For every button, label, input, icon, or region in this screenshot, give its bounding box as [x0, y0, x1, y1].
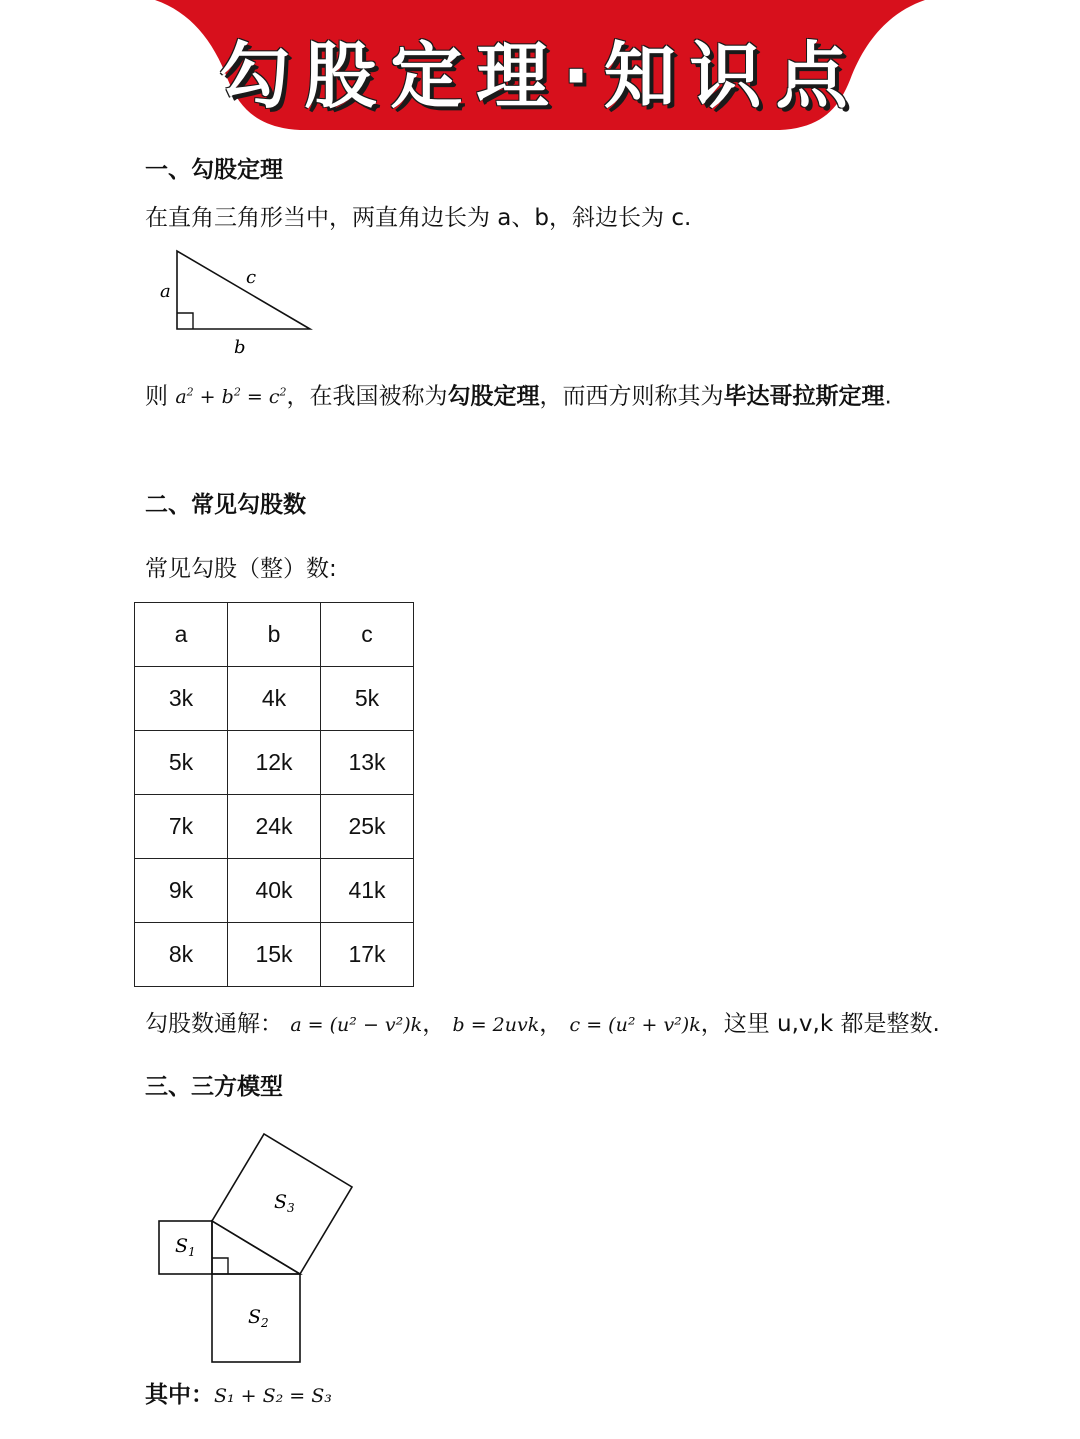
general-formula-a: a = (u² − v²)k [290, 1014, 423, 1036]
table-cell: 7k [135, 795, 228, 859]
table-row [135, 923, 414, 987]
table-cell: 8k [135, 923, 228, 987]
triangle-shape [177, 251, 310, 329]
side-a-label: a [160, 281, 171, 302]
table-cell: 25k [321, 795, 414, 859]
table-header: c [321, 603, 414, 667]
table-header: b [228, 603, 321, 667]
section3-heading: 三、三方模型 [145, 1074, 283, 1100]
table-cell: 4k [228, 667, 321, 731]
statement-mid: ，在我国被称为 [286, 383, 448, 410]
banner-title: 勾股定理·知识点 [218, 34, 862, 118]
statement-end: . [884, 383, 892, 410]
label-s1: $S_1$ [175, 1235, 196, 1259]
section1-heading: 一、勾股定理 [145, 157, 283, 183]
name-chinese: 勾股定理 [447, 383, 540, 410]
three-squares-diagram [140, 1120, 370, 1370]
name-western: 毕达哥拉斯定理 [723, 383, 885, 410]
pythagorean-triples-table [134, 602, 414, 987]
statement-mid2: ，而西方则称其为 [539, 383, 724, 410]
label-s2: $S_2$ [248, 1306, 269, 1330]
table-cell: 15k [228, 923, 321, 987]
result-formula: S₁ + S₂ = S₃ [214, 1385, 332, 1407]
general-solution-note: ，这里 u,v,k 都是整数. [700, 1011, 940, 1037]
result-line [145, 1380, 332, 1411]
table-cell: 12k [228, 731, 321, 795]
table-cell: 41k [321, 859, 414, 923]
table-cell: 17k [321, 923, 414, 987]
side-b-label: b [234, 337, 246, 358]
result-label: 其中： [145, 1382, 214, 1408]
table-cell: 5k [135, 731, 228, 795]
section1-intro: 在直角三角形当中，两直角边长为 a、b，斜边长为 c. [145, 205, 692, 231]
table-header-row [135, 603, 414, 667]
table-row [135, 795, 414, 859]
statement-prefix: 则 [145, 383, 176, 410]
general-solution-label: 勾股数通解： [145, 1011, 283, 1037]
side-c-label: c [246, 267, 257, 288]
table-cell: 24k [228, 795, 321, 859]
central-triangle [212, 1221, 300, 1274]
table-cell: 9k [135, 859, 228, 923]
right-angle-mark [212, 1258, 228, 1274]
section2-heading: 二、常见勾股数 [145, 492, 306, 518]
theorem-formula: $a^2 + b^2 = c^2$ [175, 386, 287, 409]
right-triangle-diagram [150, 245, 330, 360]
table-row [135, 731, 414, 795]
section2-subheading: 常见勾股（整）数: [145, 556, 337, 582]
table-cell: 40k [228, 859, 321, 923]
table-cell: 5k [321, 667, 414, 731]
theorem-statement [145, 378, 892, 412]
general-solution-line: 勾股数通解： a = (u² − v²)k， b = 2uvk， c = (u² + v²)k，这里 u,v,k 都是整数. [145, 1011, 940, 1037]
table-cell: 3k [135, 667, 228, 731]
table-row [135, 667, 414, 731]
general-formula-b: b = 2uvk [452, 1014, 540, 1036]
label-s3: $S_3$ [274, 1191, 295, 1215]
right-angle-mark [177, 313, 193, 329]
table-cell: 13k [321, 731, 414, 795]
general-formula-c: c = (u² + v²)k [569, 1014, 701, 1036]
table-row [135, 859, 414, 923]
table-header: a [135, 603, 228, 667]
